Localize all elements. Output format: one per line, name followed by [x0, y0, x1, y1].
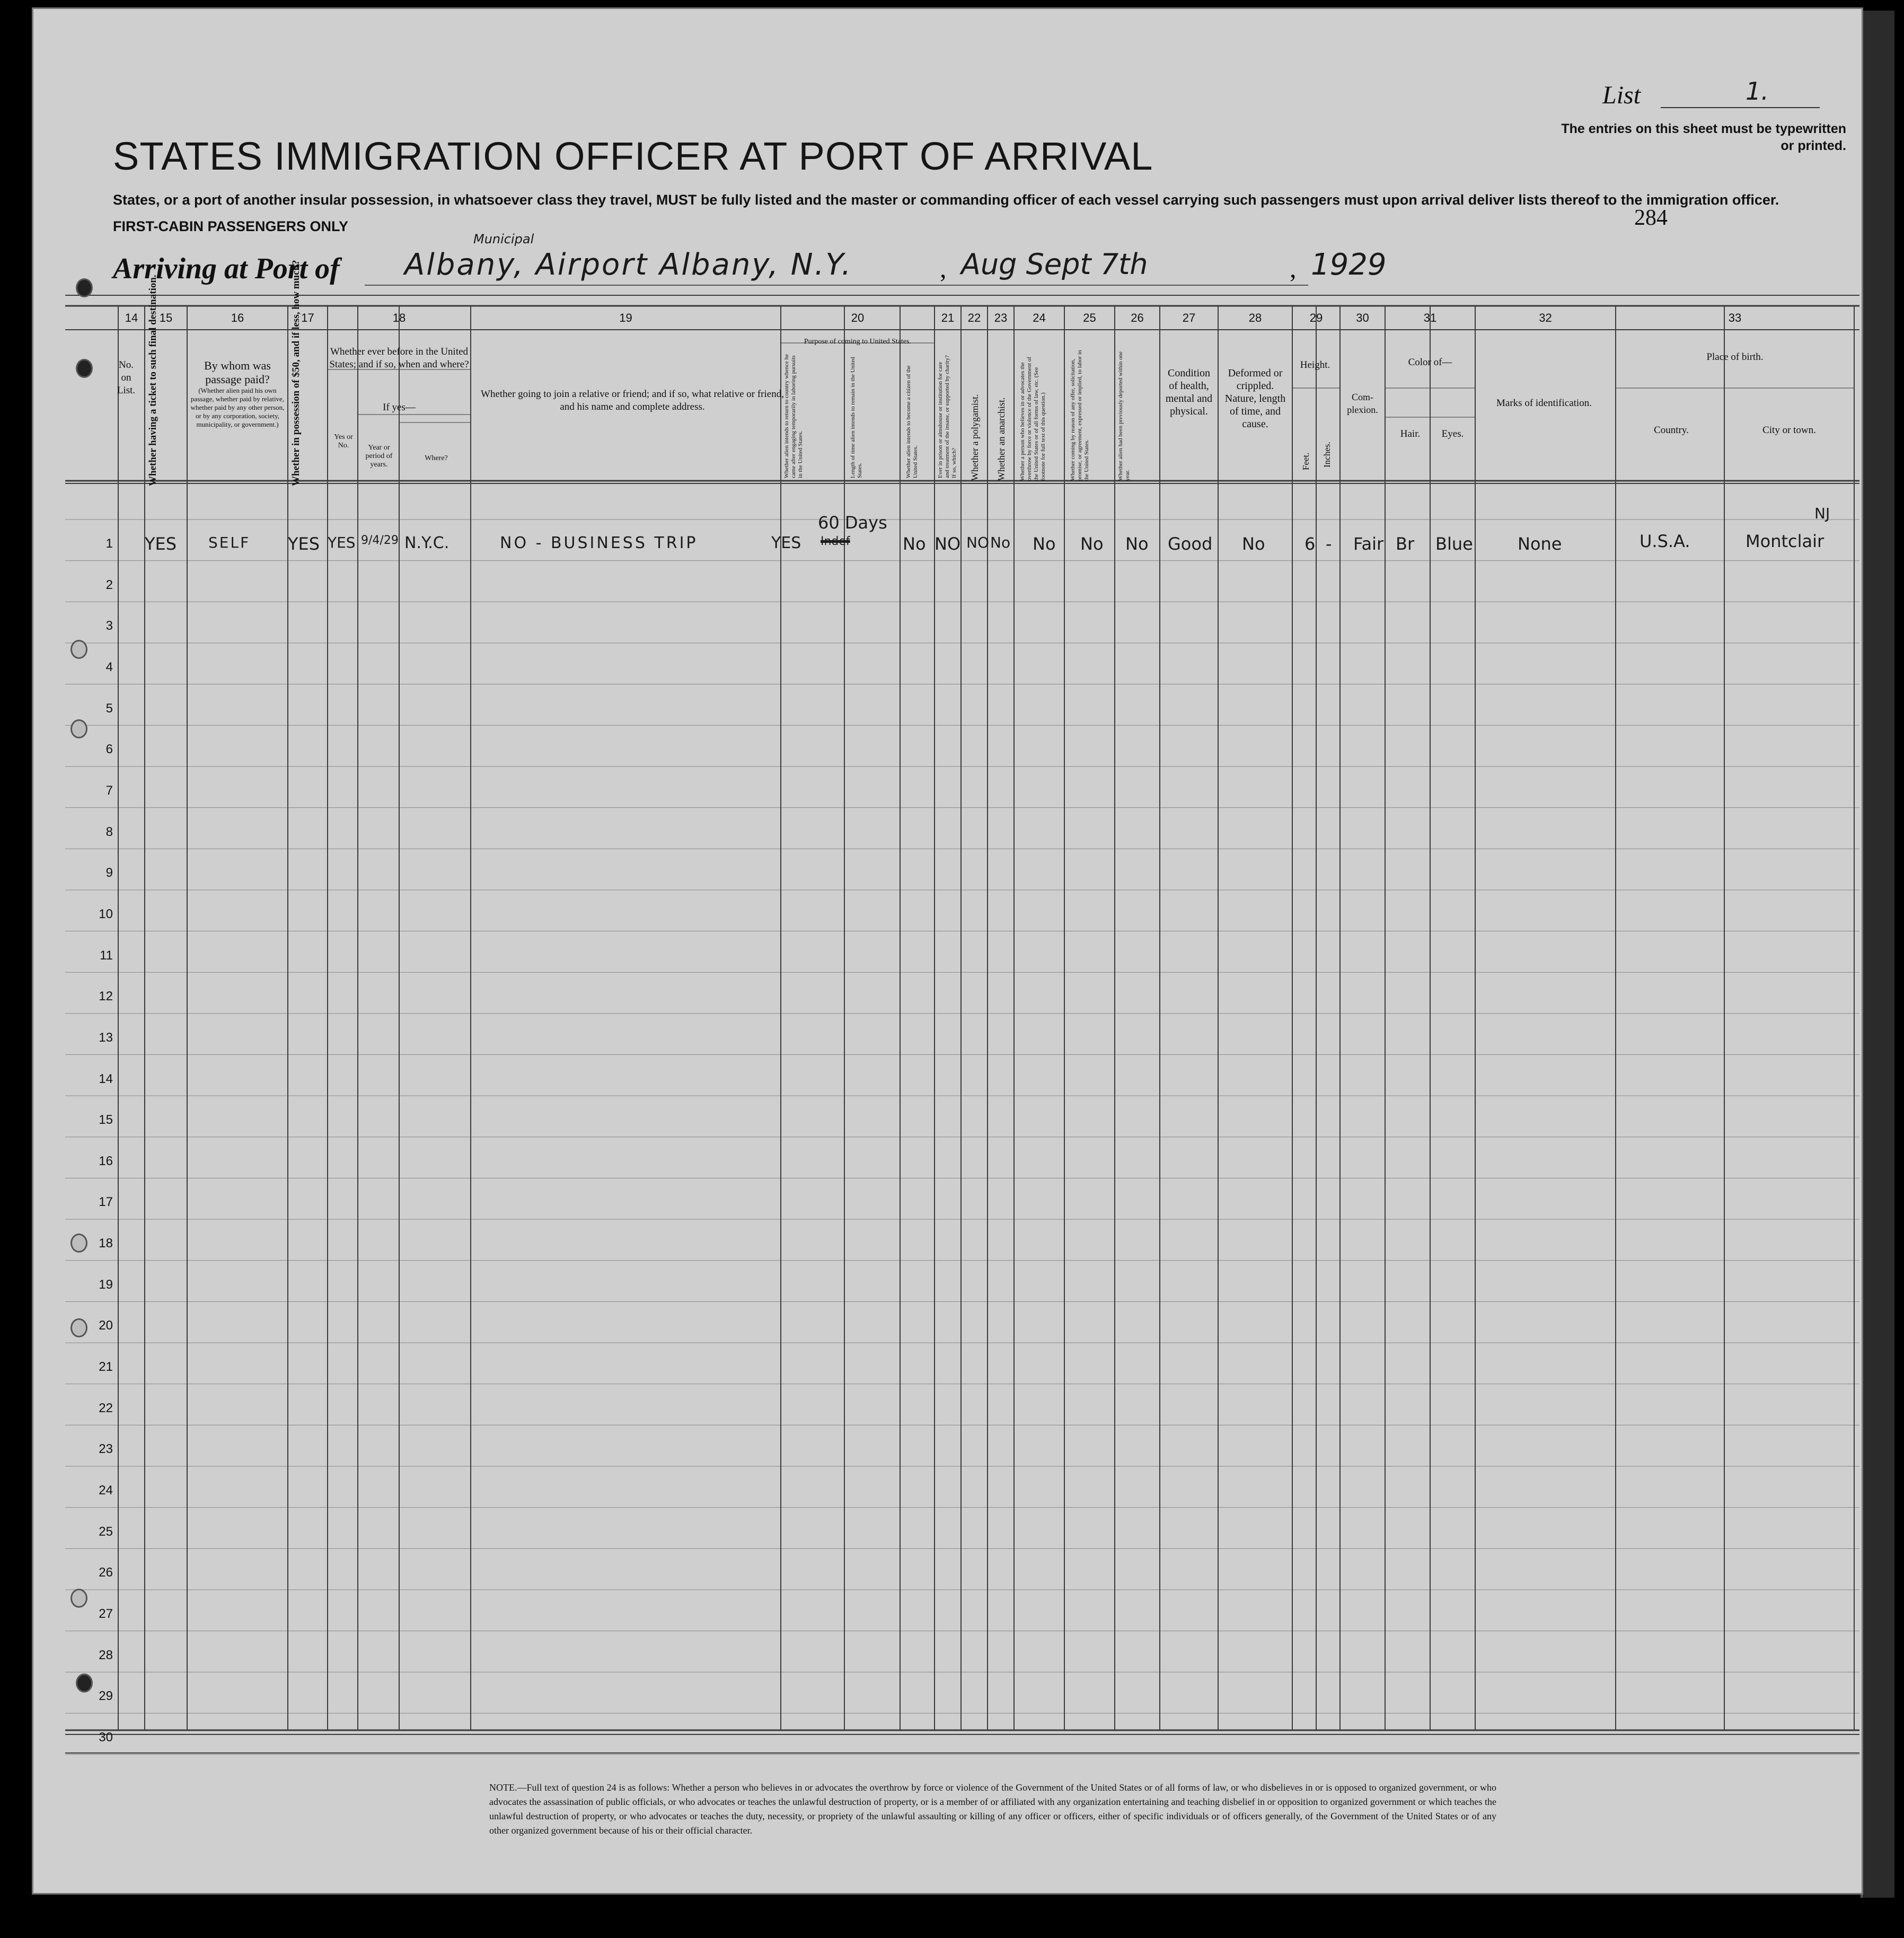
row-number: 9 — [105, 866, 113, 880]
column-number: 23 — [994, 311, 1008, 324]
cell-anarchist: No — [990, 534, 1011, 551]
column-number: 21 — [941, 311, 955, 324]
col20b-label: Length of time alien intends to remain in the United States. — [850, 357, 863, 478]
cell-before-where: N.Y.C. — [404, 534, 449, 552]
column-number: 24 — [1033, 311, 1046, 324]
row-number: 25 — [99, 1524, 113, 1539]
row-number: 6 — [105, 742, 113, 757]
cell-inches: - — [1326, 534, 1332, 554]
cell-polygamist: NO — [966, 534, 989, 551]
row-number: 17 — [99, 1195, 113, 1210]
binder-hole — [70, 1589, 87, 1608]
column-number: 25 — [1083, 311, 1096, 324]
cell-city: Montclair — [1746, 531, 1824, 551]
cabin-class: FIRST-CABIN PASSENGERS ONLY — [113, 218, 349, 234]
cell-complexion: Fair — [1353, 534, 1384, 554]
column-number: 19 — [619, 311, 632, 324]
arriving-port-insert: Municipal — [473, 232, 534, 246]
col18-yesno-label: Yes or No. — [334, 433, 353, 450]
column-number: 30 — [1356, 311, 1369, 324]
row-number: 13 — [99, 1030, 113, 1045]
arriving-year: 1929 — [1311, 248, 1387, 282]
cell-feet: 6 — [1304, 534, 1316, 554]
column-number: 33 — [1728, 311, 1742, 324]
col29-label: Height. — [1300, 359, 1330, 371]
col33-label: Place of birth. — [1706, 351, 1764, 363]
binder-hole — [76, 359, 93, 378]
col33-city-label: City or town. — [1762, 425, 1816, 436]
row-number: 3 — [105, 619, 113, 633]
binder-hole — [76, 278, 93, 297]
arriving-date: Aug Sept 7th — [961, 248, 1148, 281]
row-number: 5 — [105, 701, 113, 716]
cell-money: YES — [288, 534, 320, 554]
footnote: NOTE.—Full text of question 24 is as follows: Whether a person who believes in or advocates the overthrow by force or violence of the Government of the United States or of all forms of law, or who disbelieves in or is opposed to organized government, or who advocates the assassination of public officials, or who advocates or teaches the unlawful destruction of property, or is a member of or affiliated with any organization entertaining and teaching disbelief in or opposition to organized government or which teaches the unlawful destruction of property, or who advocates or teaches the duty, necessity, or propriety of the unlawful assaulting or killing of any officer or officers, either of specific individuals or of officers generally, of the Government of the United States or of any other organized government because of his or their official character. — [489, 1782, 1496, 1836]
cell-joining: NO - BUSINESS TRIP — [500, 534, 698, 552]
cell-hair: Br — [1396, 534, 1415, 554]
row-number: 4 — [105, 659, 113, 674]
col20c-label: Whether alien intends to become a citizen of the United States. — [905, 365, 919, 478]
cell-health: Good — [1168, 534, 1213, 554]
col15-label: Whether having a ticket to such final destination. — [147, 275, 158, 486]
column-number: 29 — [1309, 311, 1323, 324]
cell-marks: None — [1518, 534, 1562, 554]
col30-label: Com-plexion. — [1347, 392, 1378, 415]
col26-label: Whether alien had been previously deported within one year. — [1117, 351, 1131, 481]
col27-label: Condition of health, mental and physical. — [1165, 367, 1213, 417]
row-number: 21 — [99, 1360, 113, 1375]
col32-label: Marks of identification. — [1496, 398, 1592, 409]
col16-sublabel: (Whether alien paid his own passage, whether paid by relative, whether paid by any other person, or by any corporation, society, municipality, or government.) — [190, 386, 285, 428]
arriving-port: Albany, Airport Albany, N.Y. — [404, 248, 853, 282]
underlying-sheet-edge — [1861, 11, 1894, 1898]
binder-hole — [70, 719, 87, 738]
column-number: 16 — [231, 311, 244, 324]
column-number: 32 — [1539, 311, 1552, 324]
col21-label: Ever in prison or almshouse or institution for care and treatment of the insane, or supported by charity? If so, which? — [937, 355, 957, 478]
row-number: 30 — [99, 1730, 113, 1745]
col18-where-label: Where? — [425, 454, 448, 462]
cell-deported: No — [1125, 534, 1149, 554]
col31-eyes-label: Eyes. — [1441, 428, 1464, 439]
binder-hole — [70, 1318, 87, 1337]
sheet-number: 284 — [1634, 206, 1668, 230]
col31-label: Color of— — [1408, 357, 1452, 368]
row-number: 22 — [99, 1400, 113, 1415]
row-number: 1 — [105, 536, 113, 551]
cell-city-state: NJ — [1814, 505, 1830, 522]
column-number: 31 — [1423, 311, 1437, 324]
cell-labor-offer: No — [1080, 534, 1104, 554]
row-number: 15 — [99, 1113, 113, 1127]
form-grid — [33, 9, 1865, 1896]
col25-label: Whether coming by reason of any offer, solicitation, promise, or agreement, expressed or implied, to labor in the United States. — [1070, 350, 1090, 481]
col29-feet-label: Feet. — [1301, 452, 1311, 470]
row-number: 12 — [99, 989, 113, 1004]
manifest-sheet — [32, 7, 1863, 1895]
col18-label: Whether ever before in the United States; and if so, when and where? — [329, 346, 469, 370]
col16-header — [190, 359, 285, 429]
col18-year-label: Year or period of years. — [365, 444, 393, 469]
cell-return-intent: YES — [771, 534, 801, 552]
row-number: 14 — [99, 1071, 113, 1086]
cell-length-of-stay: 60 Days — [818, 513, 887, 533]
cell-before-year: 9/4/29 — [361, 534, 399, 547]
column-number: 22 — [967, 311, 981, 324]
column-number: 18 — [392, 311, 406, 324]
row-number: 7 — [105, 783, 113, 798]
cell-before-yesno: YES — [328, 534, 356, 551]
row-number: 23 — [99, 1442, 113, 1457]
cell-length-struck: Indef — [821, 535, 850, 548]
col18-ifyes-label: If yes— — [383, 402, 416, 413]
column-number: 28 — [1248, 311, 1262, 324]
cell-deformed: No — [1242, 534, 1265, 554]
row-number: 10 — [99, 906, 113, 921]
col28-label: Deformed or crippled. Nature, length of time, and cause. — [1224, 367, 1286, 430]
col22-label: Whether a polygamist. — [969, 394, 980, 481]
col14-header — [113, 359, 139, 397]
column-number: 15 — [159, 311, 173, 324]
cell-prison: NO — [935, 534, 961, 554]
col17-label: Whether in possession of $50, and if less, how much? — [290, 260, 302, 486]
col20-label: Purpose of coming to United States. — [804, 338, 912, 346]
binder-hole — [76, 1673, 93, 1693]
row-number: 24 — [99, 1483, 113, 1498]
col20a-label: Whether alien intends to return to country whence he came after engaging temporarily in laboring pursuits in the United States. — [783, 354, 804, 478]
arriving-comma-2: , — [1290, 253, 1297, 283]
arriving-comma-1: , — [940, 253, 947, 283]
form-instructions: States, or a port of another insular possession, in whatsoever class they travel, MUST be fully listed and the master or commanding officer of each vessel carrying such passengers must upon arrival deliver lists thereof to the immigration officer. — [113, 192, 1779, 208]
column-number: 14 — [125, 311, 138, 324]
col23-label: Whether an anarchist. — [996, 397, 1007, 481]
column-number: 26 — [1131, 311, 1144, 324]
list-label: List — [1602, 81, 1641, 109]
column-number: 27 — [1182, 311, 1196, 324]
list-number: 1. — [1746, 77, 1769, 105]
row-number: 18 — [99, 1236, 113, 1251]
col19-label: Whether going to join a relative or friend; and if so, what relative or friend, and his name and complete address. — [481, 389, 784, 412]
column-number: 17 — [301, 311, 314, 324]
col29-inches-label: Inches. — [1322, 442, 1332, 468]
col16-label: By whom was passage paid? — [204, 359, 271, 386]
row-number: 11 — [100, 948, 113, 963]
form-title: STATES IMMIGRATION OFFICER AT PORT OF ARRIVAL — [113, 134, 1153, 178]
cell-citizen-intent: No — [903, 534, 926, 554]
arriving-label: Arriving at Port of — [113, 252, 340, 285]
typewritten-notice: The entries on this sheet must be typewritten or printed. — [1561, 121, 1846, 153]
binder-hole — [70, 1234, 87, 1253]
binder-hole — [70, 640, 87, 659]
cell-ticket: YES — [145, 534, 177, 554]
row-number: 2 — [105, 577, 113, 592]
row-number: 20 — [99, 1318, 113, 1333]
row-number: 28 — [99, 1648, 113, 1662]
row-number: 16 — [99, 1153, 113, 1168]
row-number: 27 — [99, 1607, 113, 1622]
cell-eyes: Blue — [1435, 534, 1473, 554]
cell-overthrow: No — [1033, 534, 1056, 554]
column-number: 20 — [851, 311, 865, 324]
col14-label: No. on List. — [117, 359, 136, 396]
row-number: 19 — [99, 1277, 113, 1292]
row-number: 29 — [99, 1689, 113, 1704]
cell-passage-paid: SELF — [208, 534, 251, 551]
col24-label: Whether a person who believes in or advocates the overthrow by force or violence of the Government of the United States or of all forms of law, etc. (See footnote for full text of this question.) — [1019, 357, 1046, 481]
row-number: 8 — [105, 824, 113, 839]
col31-hair-label: Hair. — [1400, 428, 1421, 439]
col33-country-label: Country. — [1654, 425, 1689, 436]
cell-country: U.S.A. — [1639, 531, 1690, 551]
row-number: 26 — [99, 1565, 113, 1580]
